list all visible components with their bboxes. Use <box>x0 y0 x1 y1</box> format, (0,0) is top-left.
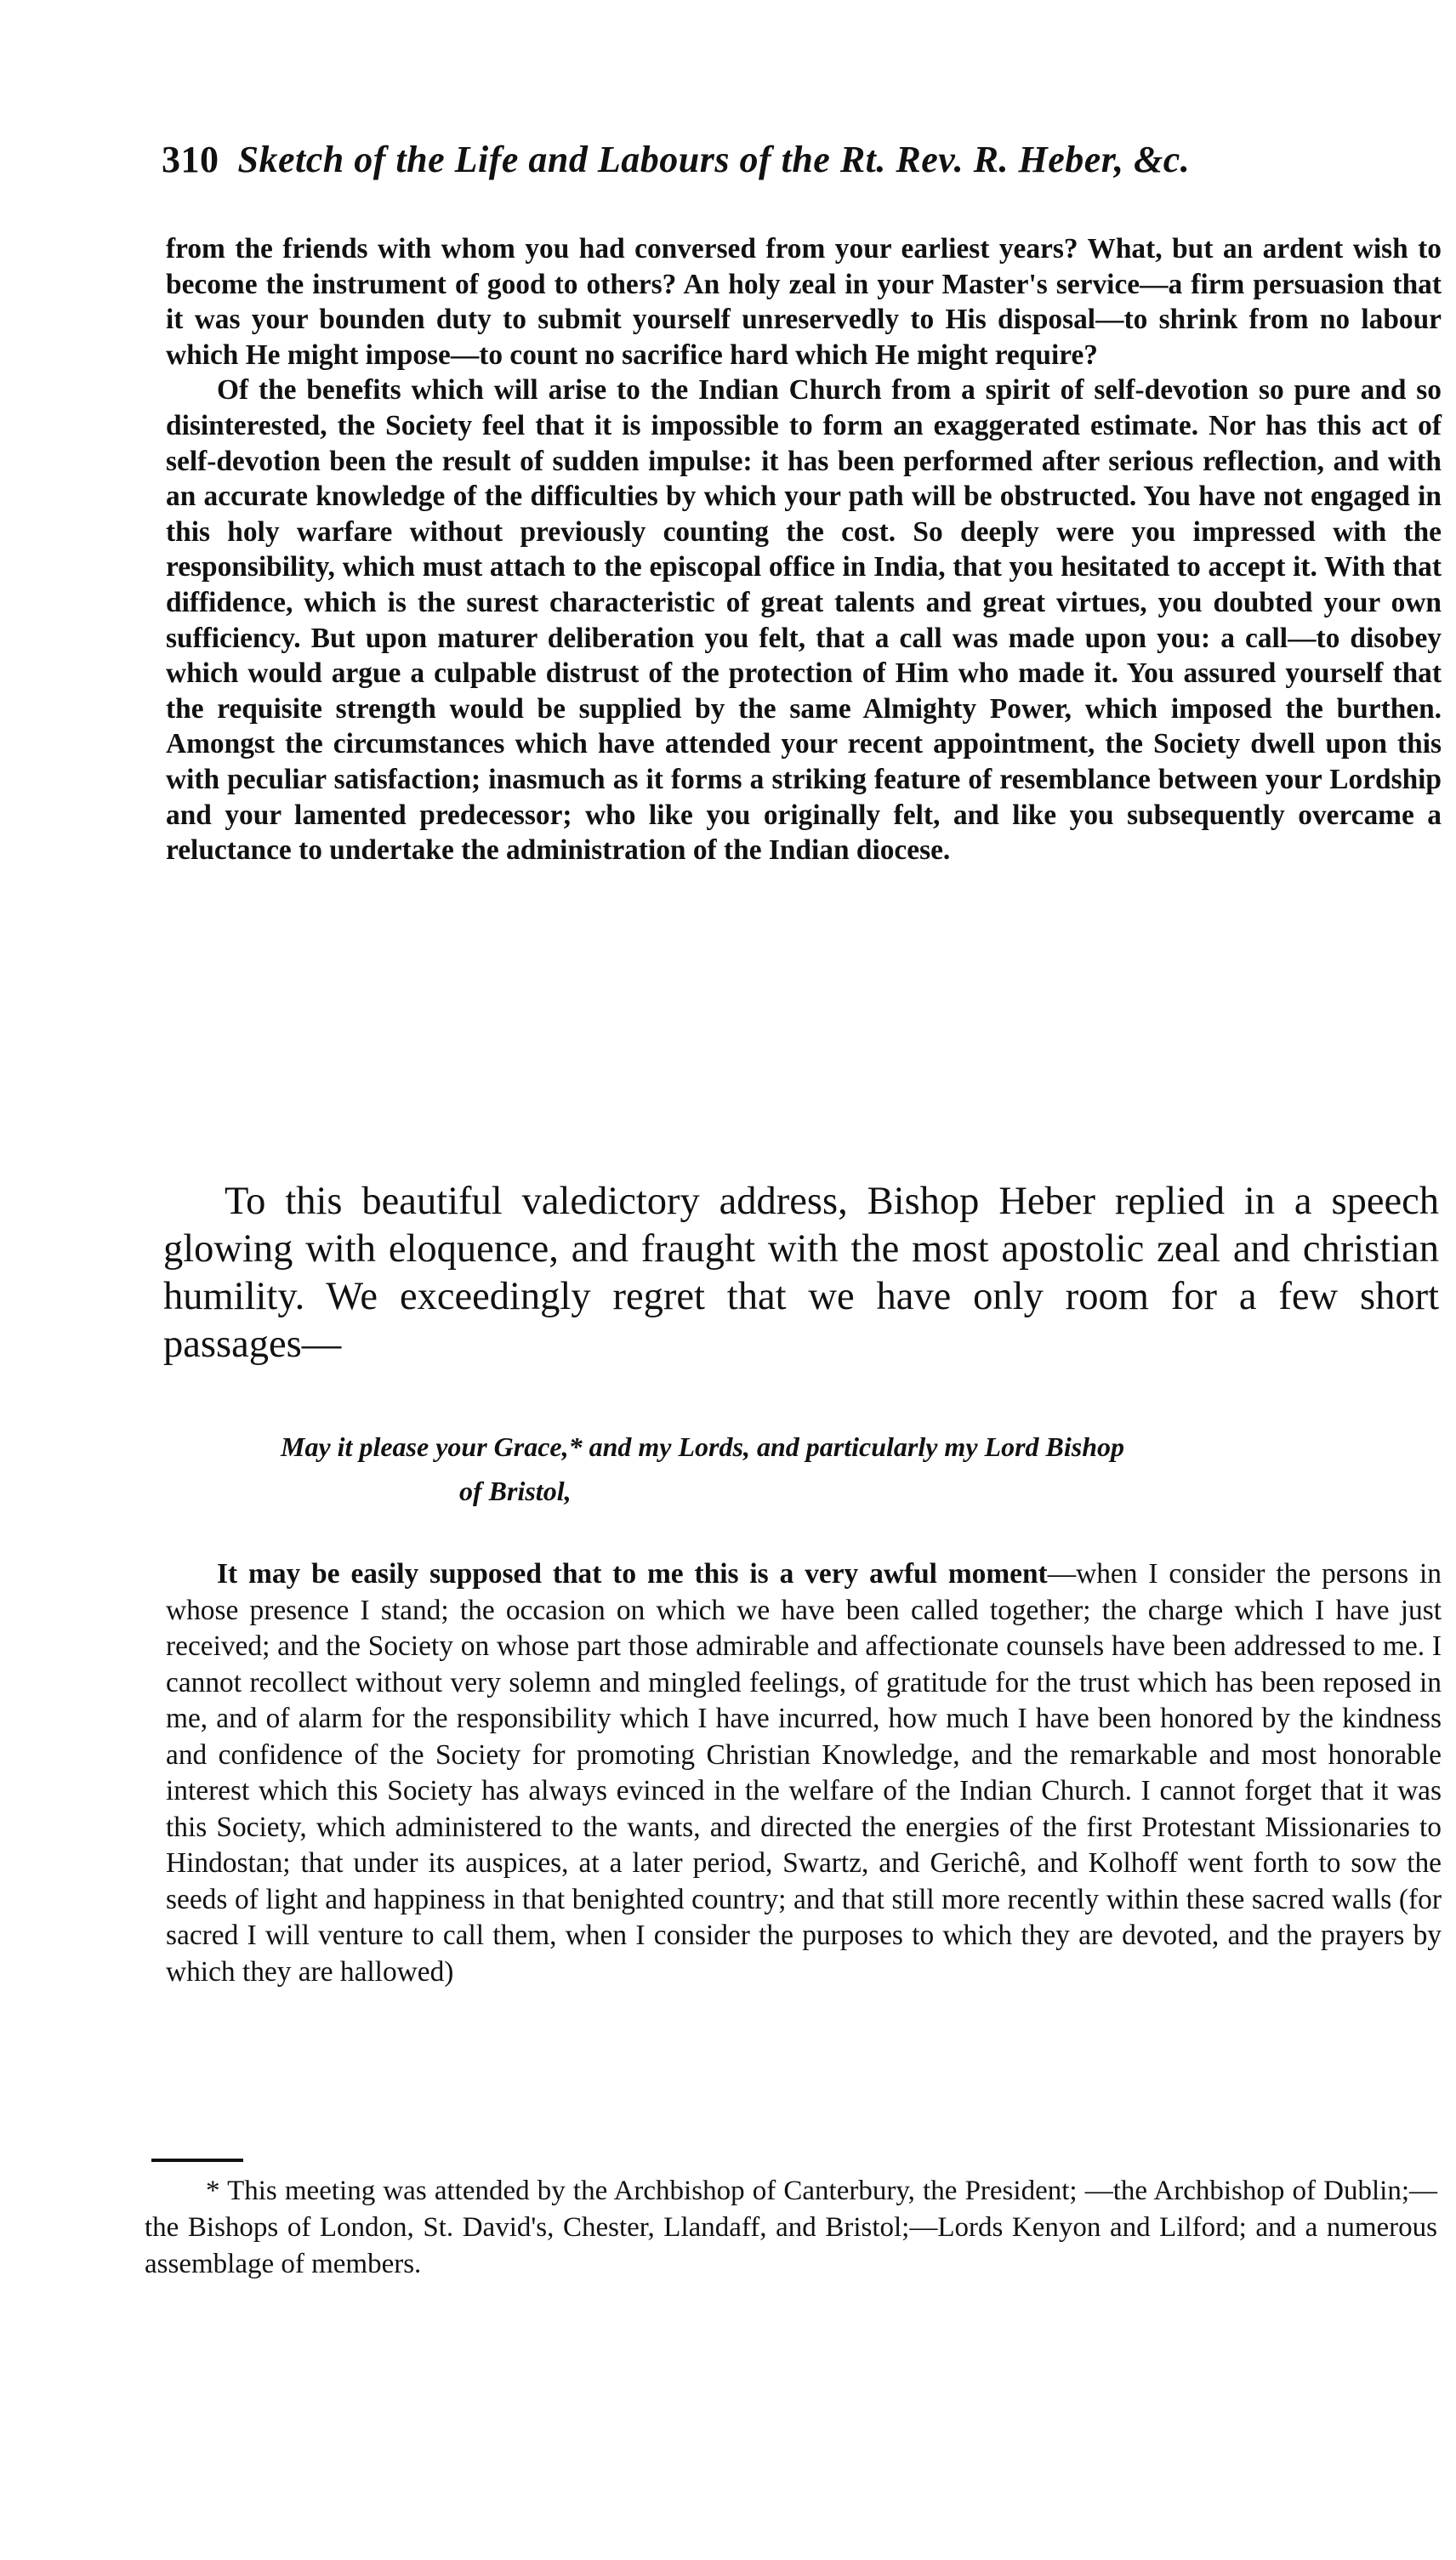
intro-paragraph-block <box>163 1178 1439 1368</box>
running-title: Sketch of the Life and Labours of the Rt. Rev. R. Heber, &c. <box>237 139 1191 180</box>
footnote-rule <box>151 2159 243 2162</box>
footnote-text: * This meeting was attended by the Archbishop of Canterbury, the President; —the Archbishop of Dublin;—the Bishops of London, St. David's, Chester, Llandaff, and Bristol;—Lords Kenyon and Lilford; and a numerous assemblage of members. <box>145 2176 1437 2279</box>
society-address <box>166 231 1442 868</box>
page-number: 310 <box>162 139 219 180</box>
salutation-line-1: May it please your Grace,* and my Lords, and particularly my Lord Bishop <box>281 1431 1124 1462</box>
salutation <box>281 1425 1446 1513</box>
footnote <box>145 2173 1437 2283</box>
salutation-line-2: of Bristol, <box>459 1476 572 1506</box>
address-paragraph: Of the benefits which will arise to the Indian Church from a spirit of self-devotion so pure and so disinterested, the Society feel that it is impossible to form an exaggerated estimate. Nor has this act of self-devotion been the result of sudden impulse: it has been performed after serious reflection, and with an accurate knowledge of the difficulties by which your path will be obstructed. You have not engaged in this holy warfare without previously counting the cost. So deeply were you impressed with the responsibility, which must attach to the episcopal office in India, that you hesitated to accept it. With that diffidence, which is the surest characteristic of great talents and great virtues, you doubted your own sufficiency. But upon maturer deliberation you felt, that a call was made upon you: a call—to disobey which would argue a culpable distrust of the protection of Him who made it. You assured yourself that the requisite strength would be supplied by the same Almighty Power, which imposed the burthen. Amongst the circumstances which have attended your recent appointment, the Society dwell upon this with peculiar satisfaction; inasmuch as it forms a striking feature of resemblance between your Lordship and your lamented predecessor; who like you originally felt, and like you subsequently overcame a reluctance to undertake the administration of the Indian diocese. <box>166 374 1442 867</box>
speech-body: —when I consider the persons in whose presence I stand; the occasion on which we have been called together; the charge which I have just received; and the Society on whose part those admirable and affectionate counsels have been addressed to me. I cannot recollect without very solemn and mingled feelings, of gratitude for the trust which has been reposed in me, and of alarm for the responsibility which I have incurred, how much I have been honored by the kindness and confidence of the Society for promoting Christian Knowledge, and the remarkable and most honorable interest which this Society has always evinced in the welfare of the Indian Church. I cannot forget that it was this Society, which administered to the wants, and directed the energies of the first Protestant Missionaries to Hindostan; that under its auspices, at a later period, Swartz, and Gerichê, and Kolhoff went forth to sow the seeds of light and happiness in that benighted country; and that still more recently within these sacred walls (for sacred I will venture to call them, when I consider the purposes to which they are devoted, and the prayers by which they are hallowed) <box>166 1558 1442 1988</box>
heber-speech <box>166 1556 1442 1990</box>
speech-paragraph <box>166 1556 1442 1990</box>
address-paragraph: from the friends with whom you had conversed from your earliest years? What, but an ardent wish to become the instrument of good to others? An holy zeal in your Master's service—a firm persuasion that it was your bounden duty to submit yourself unreservedly to His disposal—to shrink from no labour which He might impose—to count no sacrifice hard which He might require? <box>166 233 1442 371</box>
running-header <box>162 138 1437 181</box>
intro-paragraph: To this beautiful valedictory address, Bishop Heber replied in a speech glowing with eloquence, and fraught with the most apostolic zeal and christian humility. We exceedingly regret that we have only room for a few short passages— <box>163 1180 1439 1366</box>
speech-opening: It may be easily supposed that to me this is a very awful moment <box>217 1558 1048 1590</box>
